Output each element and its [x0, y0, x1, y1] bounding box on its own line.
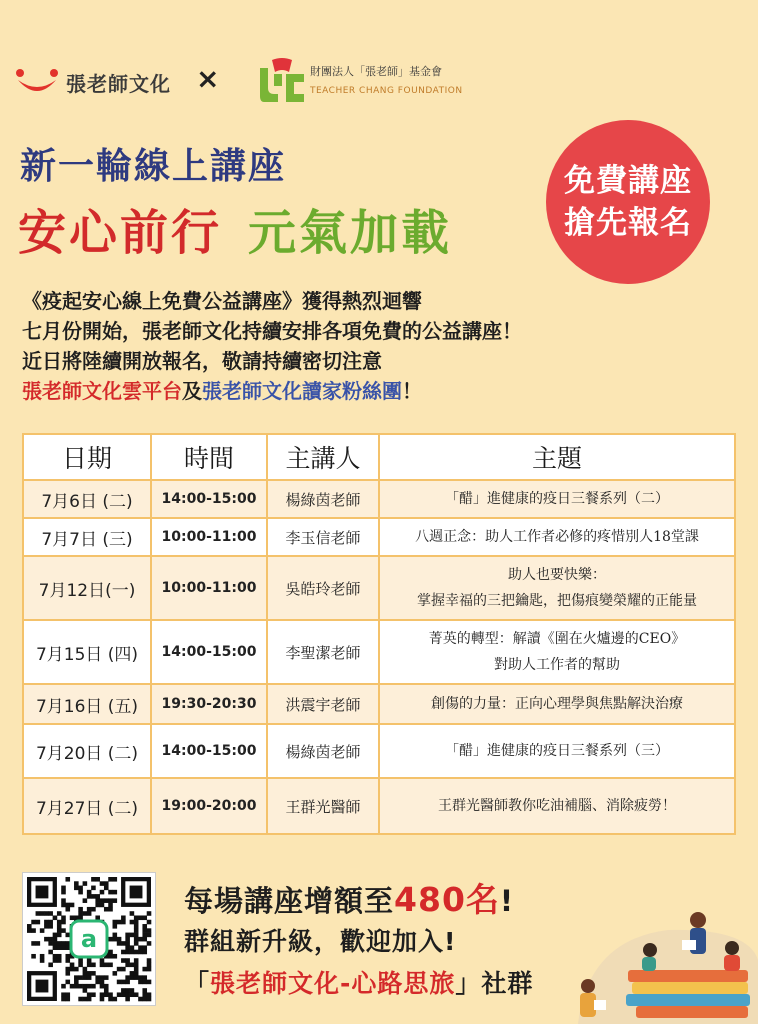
title-red-phrase: 安心前行: [18, 205, 223, 261]
topic-line: 掌握幸福的三把鑰匙，把傷痕變榮耀的正能量: [417, 593, 697, 609]
cell-time: 19:00-20:00: [151, 778, 267, 834]
title-green-phrase: 元氣加載: [248, 205, 453, 261]
community-name[interactable]: 張老師文化-心路思旅: [210, 969, 456, 998]
cell-speaker: 楊綠茵老師: [267, 724, 379, 778]
table-row: [23, 724, 735, 778]
cloud-platform-link[interactable]: 張老師文化雲平台: [22, 379, 182, 403]
cell-time: 14:00-15:00: [151, 480, 267, 518]
brand-left-name: 張老師文化: [66, 72, 171, 96]
header-time: 時間: [151, 434, 267, 480]
fan-page-link[interactable]: 張老師文化讀家粉絲團: [202, 379, 402, 403]
logo-zhang-teacher-culture: [14, 62, 214, 102]
capacity-exclamation: !: [499, 884, 515, 918]
cell-date: 7月20日 (二): [23, 724, 151, 778]
intro-exclamation: ！: [402, 379, 422, 403]
topic-line: 王群光醫師教你吃油補腦、消除疲勞！: [438, 798, 676, 814]
intro-conjunction: 及: [182, 379, 202, 403]
header-speaker: 主講人: [267, 434, 379, 480]
table-row: [23, 556, 735, 620]
qr-code-pattern: [23, 873, 155, 1005]
cell-topic: [379, 518, 735, 556]
cell-topic: [379, 620, 735, 684]
cell-time: 10:00-11:00: [151, 556, 267, 620]
cell-topic: [379, 480, 735, 518]
badge-line-2: 搶先報名: [564, 205, 692, 241]
topic-line: 八週正念：助人工作者必修的疼惜別人18堂課: [415, 529, 699, 545]
cell-date: 7月12日(一): [23, 556, 151, 620]
cell-date: 7月16日 (五): [23, 684, 151, 724]
lecture-schedule-table: [22, 433, 736, 835]
intro-line-4: [22, 376, 742, 406]
cell-date: 7月6日 (二): [23, 480, 151, 518]
cell-time: 14:00-15:00: [151, 724, 267, 778]
cell-date: 7月27日 (二): [23, 778, 151, 834]
cell-speaker: 洪震宇老師: [267, 684, 379, 724]
table-header-row: [23, 434, 735, 480]
header-topic: 主題: [379, 434, 735, 480]
topic-line: 助人也要快樂：: [508, 567, 606, 583]
foundation-logo-icon: [258, 58, 306, 104]
intro-text: [22, 286, 742, 406]
title-line-2: [18, 194, 452, 263]
cell-time: 10:00-11:00: [151, 518, 267, 556]
intro-line-1: 《疫起安心線上免費公益講座》獲得熱烈迴響: [22, 289, 422, 313]
cell-speaker: 李聖潔老師: [267, 620, 379, 684]
topic-line: 對助人工作者的幫助: [494, 657, 620, 673]
cell-speaker: 楊綠茵老師: [267, 480, 379, 518]
intro-line-2: 七月份開始，張老師文化持續安排各項免費的公益講座！: [22, 319, 522, 343]
topic-line: 菁英的轉型：解讀《圍在火爐邊的CEO》: [428, 631, 686, 647]
foundation-name-en: TEACHER CHANG FOUNDATION: [310, 86, 463, 96]
quote-open: 「: [184, 969, 211, 998]
cell-topic: [379, 724, 735, 778]
cell-topic: [379, 778, 735, 834]
free-lecture-badge: [546, 120, 710, 284]
cell-speaker: 王群光醫師: [267, 778, 379, 834]
cell-date: 7月7日 (三): [23, 518, 151, 556]
foundation-name-zh: 財團法人「張老師」基金會: [310, 65, 442, 78]
header-date: 日期: [23, 434, 151, 480]
title-line-1: 新一輪線上講座: [20, 146, 287, 187]
logo-foundation: [258, 58, 463, 108]
smile-logo-icon: [14, 66, 60, 96]
table-row: [23, 480, 735, 518]
badge-line-1: 免費講座: [564, 163, 692, 199]
svg-text:a: a: [80, 925, 98, 953]
community-suffix: 」社群: [455, 969, 534, 998]
cell-speaker: 吳皓玲老師: [267, 556, 379, 620]
reading-people-illustration: [548, 900, 758, 1024]
cell-speaker: 李玉信老師: [267, 518, 379, 556]
group-upgrade-line: 群組新升級，歡迎加入!: [184, 927, 457, 956]
topic-line: 「醋」進健康的疫日三餐系列（二）: [445, 491, 669, 507]
table-row: [23, 518, 735, 556]
cell-date: 7月15日 (四): [23, 620, 151, 684]
cell-topic: [379, 556, 735, 620]
topic-line: 創傷的力量：正向心理學與焦點解決治療: [431, 696, 683, 712]
table-row: [23, 778, 735, 834]
cell-topic: [379, 684, 735, 724]
bottom-callout: [184, 880, 533, 1005]
qr-code[interactable]: [22, 872, 156, 1006]
topic-line: 「醋」進健康的疫日三餐系列（三）: [445, 743, 669, 759]
table-row: [23, 620, 735, 684]
cell-time: 14:00-15:00: [151, 620, 267, 684]
table-row: [23, 684, 735, 724]
capacity-text: 每場講座增額至: [184, 884, 395, 918]
times-symbol: ×: [196, 62, 220, 95]
capacity-line: [184, 880, 533, 921]
capacity-number: 480名: [394, 880, 500, 919]
cell-time: 19:30-20:30: [151, 684, 267, 724]
community-line: [184, 963, 533, 1005]
line-app-icon: [71, 921, 107, 957]
intro-line-3: 近日將陸續開放報名，敬請持續密切注意: [22, 349, 382, 373]
